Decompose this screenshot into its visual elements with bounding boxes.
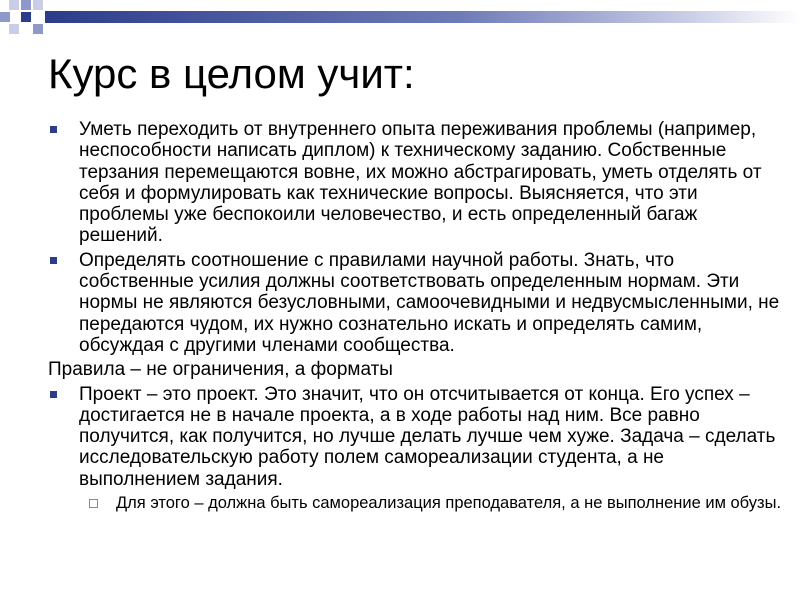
sub-bullet-item: [48, 493, 783, 514]
bullet-text: Определять соотношение с правилами научной работы. Знать, что собственные усилия должны соответствовать определенным нормам. Эти нормы не являются безусловными, самоочевидными и недвусмысленными, не передаются чудом, их нужно сознательно искать и определять самим, обсуждая с другими членами сообщества.: [79, 249, 780, 356]
bullet-item: [48, 384, 783, 490]
square-bullet-icon: [50, 126, 57, 133]
plain-line: [48, 359, 783, 380]
deco-square: [33, 24, 43, 34]
deco-square: [21, 12, 31, 22]
bullet-text: Уметь переходить от внутреннего опыта переживания проблемы (например, неспособности написать диплом) к техническому заданию. Собственные терзания перемещаются вовне, их можно абстрагировать, уметь отделять от себя и формулировать как технические вопросы. Выясняется, что эти проблемы уже беспокоили человечество, и есть определенный багаж решений.: [79, 119, 762, 247]
slide-title: Курс в целом учит:: [48, 50, 415, 97]
deco-square: [9, 0, 19, 10]
square-bullet-icon: [50, 391, 57, 398]
header-bar: [45, 11, 800, 23]
deco-square: [0, 12, 10, 22]
bullet-item: [48, 119, 783, 247]
bullet-item: [48, 250, 783, 356]
plain-text: Правила – не ограничения, а форматы: [48, 359, 393, 381]
deco-square: [33, 0, 43, 10]
square-bullet-icon: [50, 257, 57, 264]
sub-bullet-text: Для этого – должна быть самореализация преподавателя, а не выполнение им обузы.: [116, 494, 782, 513]
slide-content: [48, 119, 783, 517]
hollow-square-bullet-icon: [89, 499, 98, 508]
deco-square: [21, 0, 31, 10]
deco-square: [9, 24, 19, 34]
bullet-text: Проект – это проект. Это значит, что он отсчитывается от конца. Его успех – достигается не в начале проекта, а в ходе работы над ним. Все равно получится, как получится, но лучше делать лучше чем хуже. Задача – сделать исследовательскую работу полем самореализации студента, а не выполнением задания.: [79, 383, 776, 490]
